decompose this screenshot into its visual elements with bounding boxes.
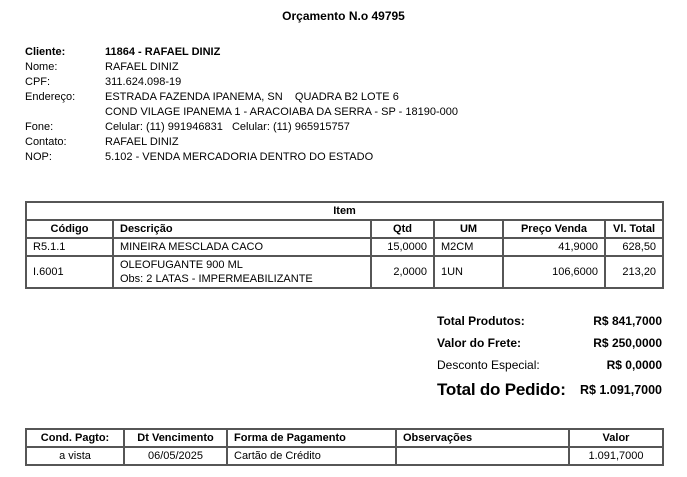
cell-vl-total: 213,20 [605,256,663,288]
field-value: 11864 - RAFAEL DINIZ [105,46,221,58]
column-header-dt-vencimento: Dt Vencimento [124,429,227,447]
client-row-nome [25,60,458,75]
field-value: 5.102 - VENDA MERCADORIA DENTRO DO ESTADO [105,151,374,163]
item-table [25,201,664,289]
total-pedido-label: Total do Pedido: [437,380,566,399]
cell-codigo: I.6001 [26,256,113,288]
totals-block [437,314,662,400]
column-header-qtd: Qtd [371,220,434,238]
client-row-cliente [25,45,458,60]
valor-frete-row [437,336,662,350]
cell-qtd: 15,0000 [371,238,434,256]
column-header-um: UM [434,220,503,238]
field-value: 311.624.098-19 [105,76,182,88]
field-label: CPF: [25,76,51,88]
item-description-line: OLEOFUGANTE 900 ML [120,259,243,271]
cell-vl-total: 628,50 [605,238,663,256]
cell-um: 1UN [434,256,503,288]
field-label: Contato: [25,136,67,148]
valor-frete-label: Valor do Frete: [437,336,522,350]
client-row-contato [25,135,458,150]
item-table-group-header-row [26,202,663,220]
column-header-descricao: Descrição [113,220,371,238]
cell-cond-pagto: a vista [26,447,124,465]
field-label: Endereço: [25,91,76,103]
address-line-1: ESTRADA FAZENDA IPANEMA, SN QUADRA B2 LOTE 6 [105,91,399,103]
item-obs-line: Obs: 2 LATAS - IMPERMEABILIZANTE [120,273,313,285]
payment-table [25,428,664,466]
field-value [105,90,458,120]
field-label: Cliente: [25,46,66,58]
column-header-cond-pagto: Cond. Pagto: [26,429,124,447]
item-row [26,238,663,256]
page-title: Orçamento N.o 49795 [282,9,405,23]
field-value: RAFAEL DINIZ [105,61,179,73]
total-produtos-value: R$ 841,7000 [593,314,662,328]
column-header-forma-pagamento: Forma de Pagamento [227,429,396,447]
valor-frete-value: R$ 250,0000 [593,336,662,350]
item-table-header-row [26,220,663,238]
client-row-fone [25,120,458,135]
column-header-preco-venda: Preço Venda [503,220,605,238]
column-header-observacoes: Observações [396,429,569,447]
column-header-valor: Valor [569,429,663,447]
cell-descricao: MINEIRA MESCLADA CACO [113,238,371,256]
field-value: Celular: (11) 991946831 Celular: (11) 965915757 [105,121,350,133]
cell-preco-venda: 41,9000 [503,238,605,256]
item-table-group-title: Item [26,202,663,220]
total-pedido-row [437,380,662,400]
column-header-vl-total: Vl. Total [605,220,663,238]
desconto-especial-label: Desconto Especial: [437,358,540,372]
desconto-especial-row [437,358,662,372]
field-label: NOP: [25,151,52,163]
item-row [26,256,663,288]
address-line-2: COND VILAGE IPANEMA 1 - ARACOIABA DA SERRA - SP - 18190-000 [105,106,458,118]
client-row-nop [25,150,458,165]
cell-preco-venda: 106,6000 [503,256,605,288]
field-value: RAFAEL DINIZ [105,136,179,148]
payment-table-header-row [26,429,663,447]
cell-valor: 1.091,7000 [569,447,663,465]
total-pedido-value: R$ 1.091,7000 [579,383,662,397]
cell-descricao [113,256,371,288]
cell-dt-vencimento: 06/05/2025 [124,447,227,465]
client-row-endereco [25,90,458,120]
column-header-codigo: Código [26,220,113,238]
desconto-especial-value: R$ 0,0000 [606,358,662,372]
cell-forma-pagamento: Cartão de Crédito [227,447,396,465]
payment-row [26,447,663,465]
client-row-cpf [25,75,458,90]
total-produtos-label: Total Produtos: [437,314,525,328]
cell-um: M2CM [434,238,503,256]
client-info-block [25,45,458,165]
cell-observacoes [396,447,569,465]
field-label: Nome: [25,61,58,73]
cell-codigo: R5.1.1 [26,238,113,256]
total-produtos-row [437,314,662,328]
cell-qtd: 2,0000 [371,256,434,288]
field-label: Fone: [25,121,54,133]
